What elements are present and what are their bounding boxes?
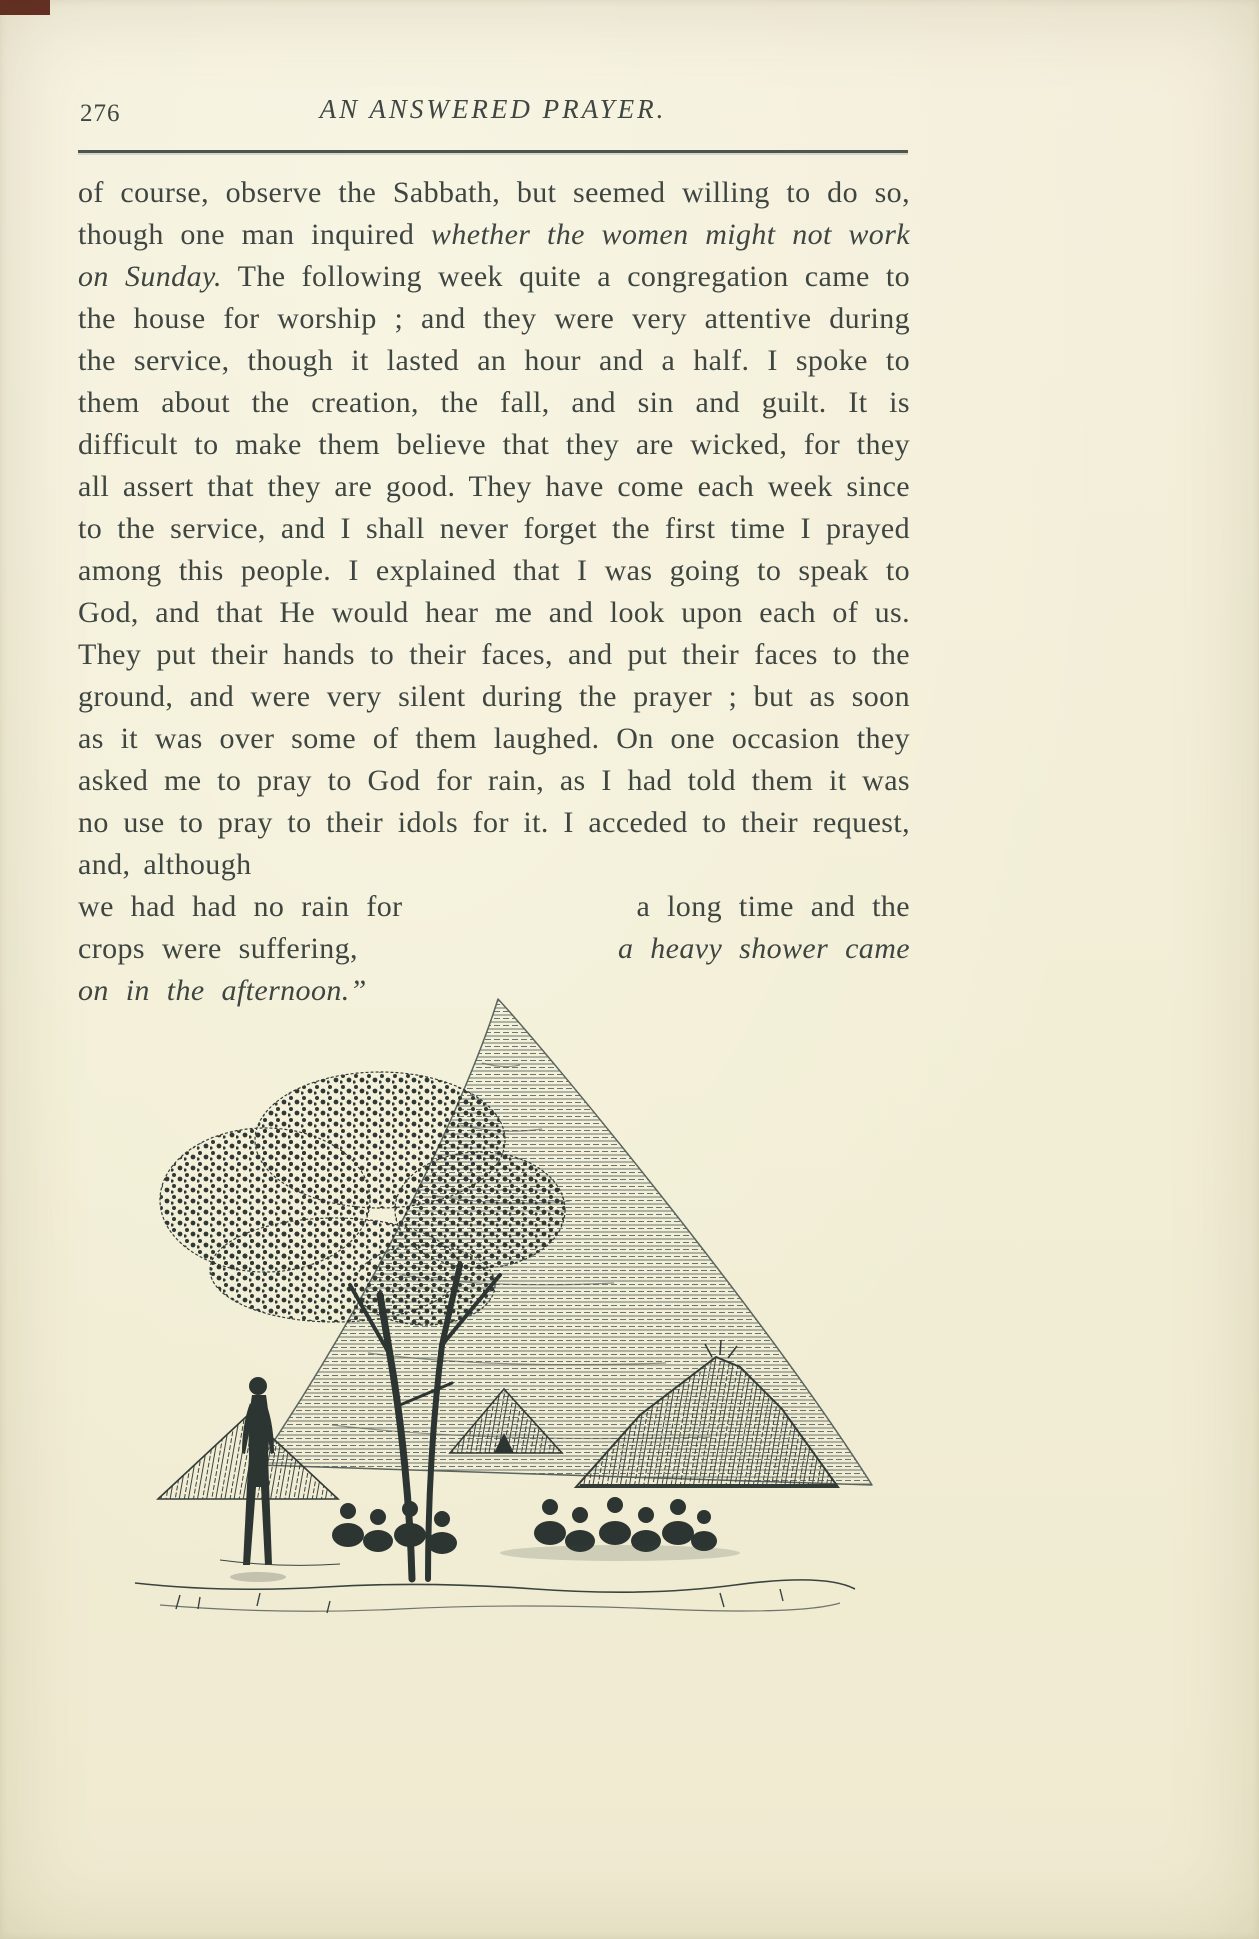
text-right: a heavy shower came [617, 932, 910, 965]
running-title: AN ANSWERED PRAYER. [319, 94, 667, 124]
text-left: crops were suffering, [78, 932, 358, 965]
ground-drawing [135, 1560, 855, 1613]
figure-shadow [230, 1572, 286, 1582]
header-rule [78, 150, 908, 153]
group-shadow [500, 1545, 740, 1561]
body-paragraph [78, 172, 910, 886]
text-line [78, 970, 910, 1012]
village-illustration [80, 985, 920, 1685]
roman-text: of course, observe the Sabbath, but seemed willing to do so, though one man inquired [78, 176, 910, 251]
page-number: 276 [80, 100, 121, 127]
text-left: we had had no rain for [78, 890, 403, 923]
text-line [78, 928, 910, 970]
text-right: a long time and the [636, 890, 910, 923]
body-block [78, 172, 910, 1012]
italic-text: whether the women might not work on Sunday. [78, 218, 910, 293]
scan-corner-artifact [0, 0, 50, 15]
roman-text: The following week quite a congregation came to the house for worship ; and they were very attentive during the service, though it lasted an hour and a half. I spoke to them about the creation, the fall, and sin and guilt. It is difficult to make them believe that they are wicked, for they all assert that they are good. They have come each week since to the service, and I shall never forget the first time I prayed among this people. I explained that I was going to speak to God, and that He would hear me and look upon each of us. They put their hands to their faces, and put their faces to the ground, and were very silent during the prayer ; but as soon as it was over some of them laughed. On one occasion they asked me to pray to God for rain, as I had told them it was no use to pray to their idols for it. I acceded to their request, and, although [78, 260, 910, 881]
text-left: on in the afternoon.” [78, 974, 367, 1007]
village-illustration-svg [80, 985, 920, 1685]
page-header [78, 94, 908, 134]
wrap-lines [78, 886, 910, 1012]
text-line [78, 886, 910, 928]
